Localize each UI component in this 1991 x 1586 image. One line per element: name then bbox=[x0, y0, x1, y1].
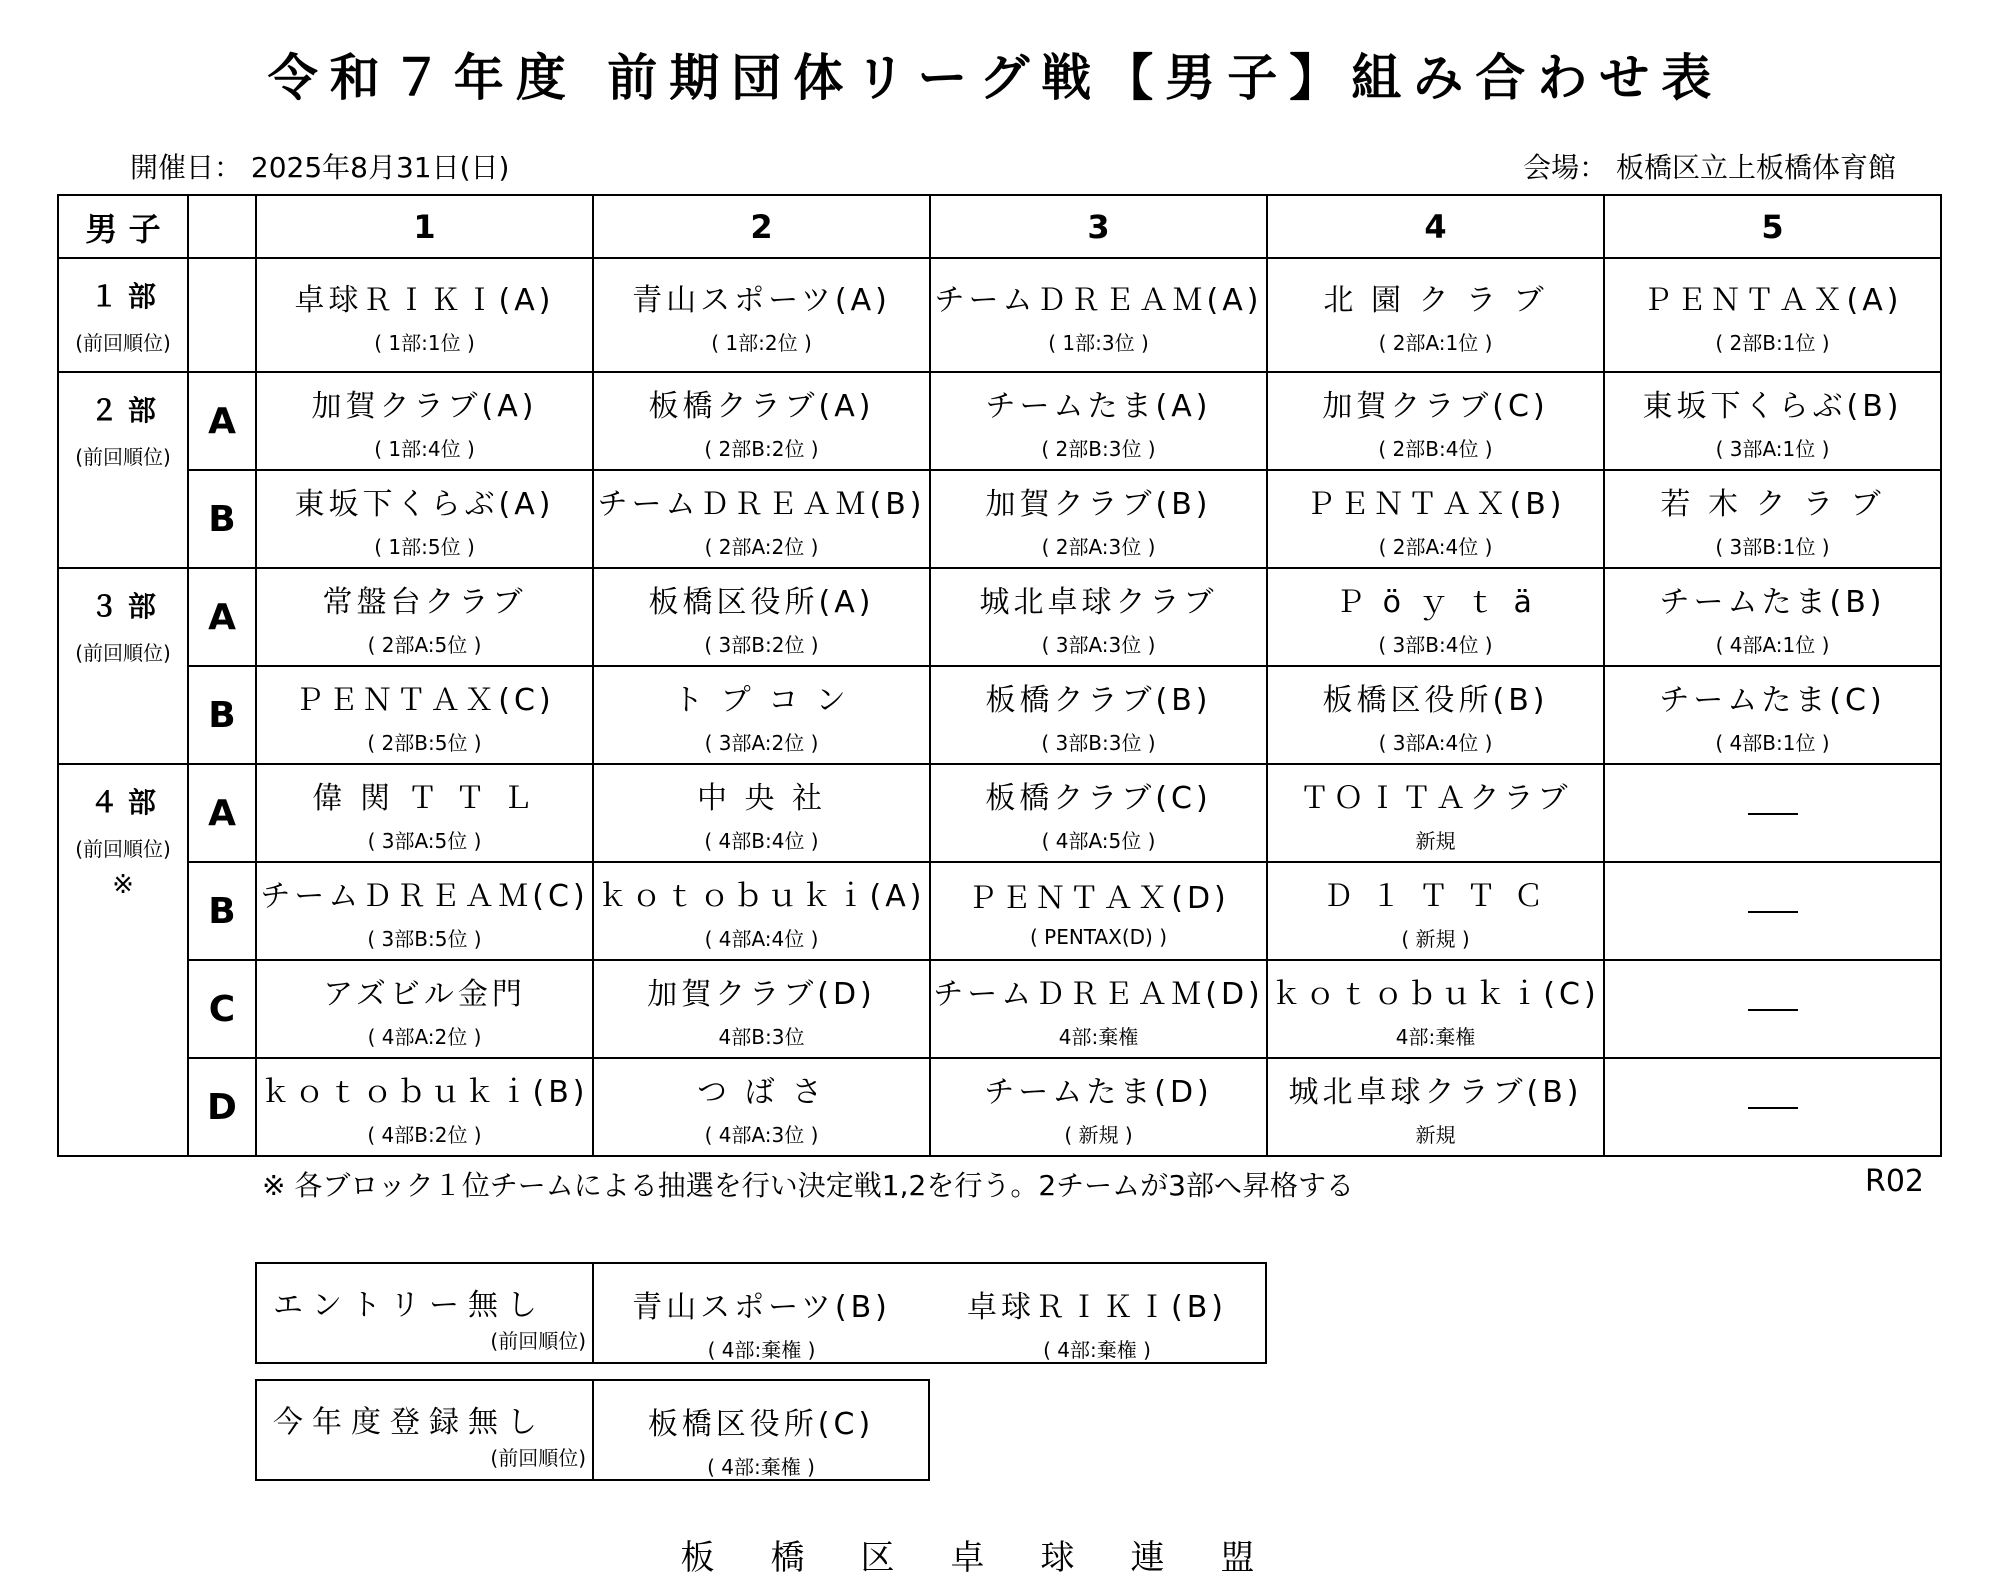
block-label: D bbox=[188, 1058, 256, 1156]
team-name: 東坂下くらぶ(A) bbox=[294, 486, 555, 522]
no-entry-sub: (前回順位) bbox=[490, 1329, 586, 1353]
team-previous-rank: ( 2部A:5位 ) bbox=[367, 632, 482, 657]
team-cell bbox=[1604, 960, 1941, 1058]
team-name: ＰＥＮＴＡＸ(A) bbox=[1642, 282, 1903, 318]
team-cell bbox=[1267, 862, 1604, 960]
team-previous-rank: ( 1部:2位 ) bbox=[711, 330, 812, 355]
team-name: ｋｏｔｏｂｕｋｉ(A) bbox=[597, 878, 926, 914]
column-header: 3 bbox=[930, 195, 1267, 258]
team-previous-rank: ( PENTAX(D) ) bbox=[1029, 925, 1168, 949]
team-name: つ ば さ bbox=[696, 1074, 827, 1110]
team-previous-rank: ( 新規 ) bbox=[1401, 926, 1470, 951]
team-cell bbox=[1604, 1058, 1941, 1156]
team-previous-rank: ( 3部B:1位 ) bbox=[1715, 534, 1830, 559]
block-label: A bbox=[188, 764, 256, 862]
team-cell bbox=[256, 764, 593, 862]
team-name: 板橋クラブ(B) bbox=[985, 682, 1212, 718]
no-registration-team bbox=[594, 1381, 928, 1479]
team-name: ＰＥＮＴＡＸ(C) bbox=[294, 682, 555, 718]
empty-slot-dash bbox=[1748, 1009, 1798, 1011]
empty-slot-dash bbox=[1748, 1107, 1798, 1109]
team-cell bbox=[1604, 372, 1941, 470]
team-cell bbox=[256, 470, 593, 568]
team-previous-rank: ( 2部B:5位 ) bbox=[367, 730, 482, 755]
team-cell bbox=[593, 764, 930, 862]
division-cell bbox=[58, 568, 188, 764]
no-registration-sub: (前回順位) bbox=[490, 1446, 586, 1470]
block-label: A bbox=[188, 372, 256, 470]
team-previous-rank: 新規 bbox=[1415, 1122, 1456, 1147]
division-label: ３ 部 bbox=[90, 590, 156, 623]
team-name: 卓球ＲＩＫＩ(A) bbox=[294, 282, 555, 318]
team-cell bbox=[1267, 1058, 1604, 1156]
event-venue: 会場： 板橋区立上板橋体育館 bbox=[1523, 151, 1896, 184]
team-name: チームたま(B) bbox=[1659, 584, 1886, 620]
team-previous-rank: ( 3部B:3位 ) bbox=[1041, 730, 1156, 755]
team-cell bbox=[256, 666, 593, 764]
column-header: 5 bbox=[1604, 195, 1941, 258]
team-cell bbox=[593, 666, 930, 764]
no-entry-team bbox=[594, 1264, 929, 1362]
team-name: チームたま(C) bbox=[1659, 682, 1886, 718]
team-previous-rank: ( 4部B:2位 ) bbox=[367, 1122, 482, 1147]
team-name: 加賀クラブ(D) bbox=[647, 976, 876, 1012]
team-cell bbox=[1267, 470, 1604, 568]
team-cell bbox=[1604, 666, 1941, 764]
team-name: ｋｏｔｏｂｕｋｉ(B) bbox=[260, 1074, 589, 1110]
column-header: 4 bbox=[1267, 195, 1604, 258]
team-cell bbox=[930, 960, 1267, 1058]
team-previous-rank: ( 3部B:2位 ) bbox=[704, 632, 819, 657]
team-previous-rank: ( 3部A:2位 ) bbox=[704, 730, 819, 755]
team-cell bbox=[256, 372, 593, 470]
team-previous-rank: ( 2部A:2位 ) bbox=[704, 534, 819, 559]
team-previous-rank: ( 4部A:3位 ) bbox=[704, 1122, 819, 1147]
team-previous-rank: ( 3部A:1位 ) bbox=[1715, 436, 1830, 461]
team-name: 加賀クラブ(C) bbox=[1322, 388, 1549, 424]
no-entry-box bbox=[255, 1262, 1267, 1364]
team-previous-rank: ( 4部A:4位 ) bbox=[704, 926, 819, 951]
team-name: 板橋区役所(B) bbox=[1322, 682, 1549, 718]
division-cell bbox=[58, 372, 188, 568]
schedule-table-body bbox=[58, 195, 1941, 1156]
team-previous-rank: ( 4部:棄権 ) bbox=[707, 1338, 816, 1362]
corner-label: 男 子 bbox=[58, 195, 188, 258]
division-sub: (前回順位) bbox=[75, 837, 171, 861]
block-label: B bbox=[188, 470, 256, 568]
team-previous-rank: ( 2部A:4位 ) bbox=[1378, 534, 1493, 559]
team-name: ＰＥＮＴＡＸ(D) bbox=[967, 881, 1230, 916]
team-name: Ｄ １ Ｔ Ｔ Ｃ bbox=[1323, 878, 1548, 914]
no-registration-box bbox=[255, 1379, 930, 1481]
team-name: 卓球ＲＩＫＩ(B) bbox=[967, 1290, 1227, 1325]
team-name: チームＤＲＥＡＭ(A) bbox=[934, 282, 1263, 318]
division-row bbox=[58, 764, 1941, 862]
division-row bbox=[58, 1058, 1941, 1156]
team-name: 青山スポーツ(A) bbox=[632, 282, 891, 318]
team-cell bbox=[1267, 764, 1604, 862]
team-name: 常盤台クラブ bbox=[322, 584, 527, 620]
team-cell bbox=[593, 1058, 930, 1156]
team-cell bbox=[256, 960, 593, 1058]
team-previous-rank: 4部:棄権 bbox=[1058, 1024, 1139, 1049]
team-cell bbox=[256, 862, 593, 960]
team-previous-rank: ( 2部B:1位 ) bbox=[1715, 330, 1830, 355]
team-cell bbox=[256, 568, 593, 666]
team-name: チームたま(A) bbox=[985, 388, 1212, 424]
team-cell bbox=[593, 568, 930, 666]
team-name: 北 園 ク ラ ブ bbox=[1323, 282, 1548, 318]
team-cell bbox=[1604, 862, 1941, 960]
team-previous-rank: ( 4部:棄権 ) bbox=[1043, 1338, 1151, 1362]
organization-name: 板橋区卓球連盟 bbox=[680, 1538, 1311, 1578]
team-cell bbox=[1604, 568, 1941, 666]
team-name: Ｐ ö ｙ ｔ ä bbox=[1335, 584, 1536, 620]
team-cell bbox=[256, 258, 593, 372]
division-label: １ 部 bbox=[90, 280, 156, 313]
team-cell bbox=[1604, 258, 1941, 372]
team-name: 偉 関 Ｔ Ｔ Ｌ bbox=[312, 780, 537, 816]
division-cell bbox=[58, 764, 188, 1156]
team-cell bbox=[930, 470, 1267, 568]
team-name: 東坂下くらぶ(B) bbox=[1642, 388, 1903, 424]
team-previous-rank: ( 4部A:1位 ) bbox=[1715, 632, 1830, 657]
document-code: R02 bbox=[1864, 1164, 1924, 1199]
team-name: 板橋クラブ(C) bbox=[985, 780, 1212, 816]
block-label bbox=[188, 258, 256, 372]
column-header: 2 bbox=[593, 195, 930, 258]
team-previous-rank: ( 2部B:3位 ) bbox=[1041, 436, 1156, 461]
team-name: アズビル金門 bbox=[323, 976, 526, 1012]
team-name: 加賀クラブ(B) bbox=[985, 486, 1212, 522]
team-cell bbox=[1604, 470, 1941, 568]
column-header: 1 bbox=[256, 195, 593, 258]
team-name: ｋｏｔｏｂｕｋｉ(C) bbox=[1271, 976, 1600, 1012]
team-name: 青山スポーツ(B) bbox=[632, 1290, 891, 1325]
division-cell bbox=[58, 258, 188, 372]
team-cell bbox=[1267, 666, 1604, 764]
page-title: 令和７年度 前期団体リーグ戦【男子】組み合わせ表 bbox=[267, 49, 1724, 107]
team-cell bbox=[1267, 258, 1604, 372]
division-row bbox=[58, 568, 1941, 666]
division-row bbox=[58, 258, 1941, 372]
division-mark: ※ bbox=[112, 870, 134, 900]
team-name: 板橋区役所(A) bbox=[648, 584, 875, 620]
team-name: チームたま(D) bbox=[984, 1074, 1213, 1110]
schedule-table bbox=[57, 194, 1942, 1157]
team-previous-rank: 4部B:3位 bbox=[718, 1024, 805, 1049]
empty-slot-dash bbox=[1748, 911, 1798, 913]
team-cell bbox=[1267, 568, 1604, 666]
team-name: ト プ コ ン bbox=[673, 682, 850, 718]
no-entry-team bbox=[929, 1264, 1265, 1362]
team-cell bbox=[593, 470, 930, 568]
empty-slot-dash bbox=[1748, 813, 1798, 815]
team-cell bbox=[256, 1058, 593, 1156]
no-registration-label: 今年度登録無し bbox=[273, 1405, 546, 1440]
division-sub: (前回順位) bbox=[75, 445, 171, 469]
block-label: B bbox=[188, 862, 256, 960]
team-cell bbox=[1604, 764, 1941, 862]
division-row bbox=[58, 372, 1941, 470]
team-previous-rank: 新規 bbox=[1415, 828, 1456, 853]
division-row bbox=[58, 862, 1941, 960]
team-cell bbox=[593, 372, 930, 470]
block-label: A bbox=[188, 568, 256, 666]
team-previous-rank: ( 2部B:2位 ) bbox=[704, 436, 819, 461]
team-cell bbox=[593, 960, 930, 1058]
block-label: C bbox=[188, 960, 256, 1058]
team-previous-rank: ( 1部:1位 ) bbox=[374, 330, 475, 355]
team-name: 加賀クラブ(A) bbox=[311, 388, 538, 424]
team-previous-rank: ( 2部B:4位 ) bbox=[1378, 436, 1493, 461]
team-cell bbox=[930, 568, 1267, 666]
team-name: 若 木 ク ラ ブ bbox=[1660, 486, 1885, 522]
team-cell bbox=[930, 372, 1267, 470]
team-cell bbox=[593, 258, 930, 372]
team-previous-rank: ( 1部:5位 ) bbox=[374, 534, 475, 559]
team-name: 板橋区役所(C) bbox=[647, 1407, 875, 1442]
division-row bbox=[58, 470, 1941, 568]
team-previous-rank: ( 2部A:3位 ) bbox=[1041, 534, 1156, 559]
team-previous-rank: ( 3部A:5位 ) bbox=[367, 828, 482, 853]
division-row bbox=[58, 666, 1941, 764]
team-previous-rank: ( 3部B:4位 ) bbox=[1378, 632, 1493, 657]
team-name: チームＤＲＥＡＭ(D) bbox=[933, 976, 1264, 1012]
team-previous-rank: ( 4部B:4位 ) bbox=[704, 828, 819, 853]
team-cell bbox=[593, 862, 930, 960]
team-previous-rank: ( 1部:4位 ) bbox=[374, 436, 475, 461]
team-previous-rank: ( 4部A:2位 ) bbox=[367, 1024, 482, 1049]
team-name: 板橋クラブ(A) bbox=[648, 388, 875, 424]
division-row bbox=[58, 960, 1941, 1058]
division-label: ２ 部 bbox=[90, 394, 156, 427]
team-name: 城北卓球クラブ bbox=[979, 584, 1218, 620]
block-label: B bbox=[188, 666, 256, 764]
team-previous-rank: ( 3部B:5位 ) bbox=[367, 926, 482, 951]
team-name: チームＤＲＥＡＭ(B) bbox=[597, 486, 926, 522]
team-cell bbox=[1267, 960, 1604, 1058]
team-cell bbox=[930, 1058, 1267, 1156]
team-previous-rank: ( 4部A:5位 ) bbox=[1041, 828, 1156, 853]
team-cell bbox=[930, 862, 1267, 960]
division-sub: (前回順位) bbox=[75, 641, 171, 665]
block-header bbox=[188, 195, 256, 258]
team-previous-rank: ( 3部A:3位 ) bbox=[1041, 632, 1156, 657]
team-name: ＰＥＮＴＡＸ(B) bbox=[1305, 486, 1566, 522]
division-sub: (前回順位) bbox=[75, 331, 171, 355]
team-name: ＴＯＩＴＡクラブ bbox=[1299, 780, 1572, 816]
division-label: ４ 部 bbox=[90, 786, 156, 819]
team-previous-rank: ( 4部B:1位 ) bbox=[1715, 730, 1830, 755]
team-cell bbox=[930, 666, 1267, 764]
team-previous-rank: 4部:棄権 bbox=[1395, 1024, 1476, 1049]
no-entry-label: エントリー無し bbox=[273, 1288, 546, 1323]
team-previous-rank: ( 4部:棄権 ) bbox=[707, 1455, 815, 1479]
team-previous-rank: ( 新規 ) bbox=[1064, 1122, 1133, 1147]
team-name: 中 央 社 bbox=[696, 780, 827, 816]
team-previous-rank: ( 1部:3位 ) bbox=[1048, 330, 1149, 355]
event-date: 開催日： 2025年8月31日(日) bbox=[130, 151, 510, 184]
team-previous-rank: ( 2部A:1位 ) bbox=[1378, 330, 1493, 355]
team-cell bbox=[930, 764, 1267, 862]
no-registration-label-cell bbox=[257, 1381, 594, 1479]
team-cell bbox=[930, 258, 1267, 372]
header-row bbox=[58, 195, 1941, 258]
team-cell bbox=[1267, 372, 1604, 470]
team-name: チームＤＲＥＡＭ(C) bbox=[260, 878, 589, 914]
footnote: ※ 各ブロック１位チームによる抽選を行い決定戦1,2を行う。2チームが3部へ昇格する bbox=[262, 1169, 1354, 1202]
no-entry-label-cell bbox=[257, 1264, 594, 1362]
team-previous-rank: ( 3部A:4位 ) bbox=[1378, 730, 1493, 755]
team-name: 城北卓球クラブ(B) bbox=[1288, 1074, 1583, 1110]
